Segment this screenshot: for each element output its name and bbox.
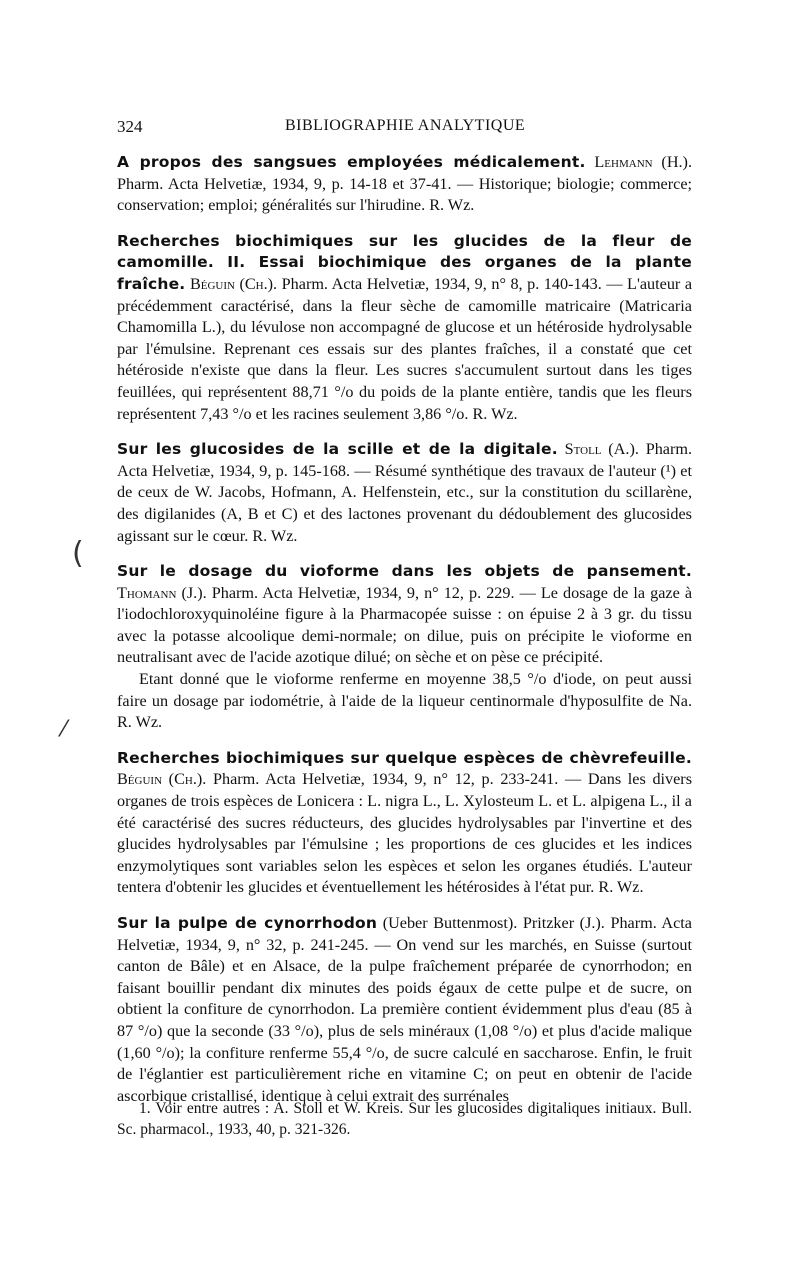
entry-author: Béguin (Ch.). [117, 770, 207, 789]
entry-author: Thomann (J.). [117, 583, 207, 602]
entry-body: Pharm. Acta Helvetiæ, 1934, 9, n° 8, p. 140-143. — L'auteur a précédemment caractérisé, dans la fleur sèche de camomille matricaire (Matricaria Chamomilla L.), du lévulose non accompagné de glucose et un hétéroside hydrolysable par l'émulsine. Reprenant ces essais sur des plantes fraîches, il a constaté que cet hétéroside n'existe que dans la fleur. Les sucres s'accumulent surtout dans les tiges feuillées, qui représentent 88,71 °/o du poids de la plante entière, tandis que les fleurs représentent 7,43 °/o et les racines seulement 3,86 °/o. [117, 274, 693, 423]
entry-author: Lehmann (H.). [594, 153, 692, 171]
entry-signature: R. Wz. [429, 196, 475, 215]
entry-vioforme [117, 561, 692, 734]
entry-author: Stoll (A.). [564, 440, 639, 459]
entry-title: A propos des sangsues employées médicalement. [117, 153, 586, 171]
footnote-1: 1. Voir entre autres : A. Stoll et W. Kreis. Sur les glucosides digitaliques initiaux. Bull. Sc. pharmacol., 1933, 40, p. 321-326. [117, 1100, 692, 1138]
entry-scille [117, 439, 692, 547]
footnotes [117, 1098, 692, 1140]
running-title: BIBLIOGRAPHIE ANALYTIQUE [285, 117, 526, 134]
entry-title: Recherches biochimiques sur quelque espèces de chèvrefeuille. [117, 748, 692, 767]
entry-signature: R. Wz. [598, 878, 644, 897]
margin-check-mark: ⁄ [62, 717, 66, 742]
entry-body-continued: Etant donné que le vioforme renferme en moyenne 38,5 °/o d'iode, on peut aussi faire un dosage par iodométrie, à l'aide de la liqueur centinormale d'hyposulfite de Na. [117, 670, 692, 710]
main-text [117, 152, 692, 1121]
entry-body: Pharm. Acta Helvetiæ, 1934, 9, p. 145-168. — Résumé synthétique des travaux de l'auteur (¹) et de ceux de W. Jacobs, Hofmann, A. Helfenstein, etc., sur la constitution du scillarène, des digilanides (A, B et C) et des lactones provenant du dédoublement des glucosides agissant sur le cœur. [117, 440, 692, 545]
entry-signature: R. Wz. [472, 404, 518, 423]
margin-bracket-mark: ( [72, 536, 84, 571]
entry-body: Pharm. Acta Helvetiæ, 1934, 9, n° 32, p. 241-245. — On vend sur les marchés, en Suisse (surtout canton de Bâle) et en Alsace, de la pulpe fraîchement préparée de cynorrhodon; en faisant bouillir pendant dix minutes des poids égaux de cette pulpe et de sucre, on obtient la confiture de cynorrhodon. La première contient évidemment plus d'eau (85 à 87 °/o) que la seconde (33 °/o), plus de sels minéraux (1,08 °/o) et plus d'acide malique (1,60 °/o); la confiture renferme 55,4 °/o, de sucre calculé en saccharose. Enfin, le fruit de l'églantier est particulièrement riche en vitamine C; on peut en obtenir de l'acide ascorbique cristallisé, identique à celui extrait des surrénales [117, 914, 692, 1105]
entry-title: Sur les glucosides de la scille et de la digitale. [117, 440, 558, 459]
entry-body: Pharm. Acta Helvetiæ, 1934, 9, n° 12, p. 233-241. — Dans les divers organes de trois espèces de Lonicera : L. nigra L., L. Xylosteum L. et L. alpigena L., il a été caractérisé des sucres réducteurs, des glucides hydrolysables par l'invertine et des glucides hydrolysables par l'émulsine ; les proportions de ces glucides et les indices enzymolytiques sont variables selon les espèces et selon les organes étudiés. L'auteur tentera d'obtenir les glucides et éventuellement les hétérosides à l'état pur. [117, 770, 692, 897]
entry-cynorrhodon [117, 913, 692, 1107]
entry-title: Recherches biochimiques sur les glucides de la fleur de camomille. II. Essai biochimique des organes de la plante fraîche. [117, 231, 692, 293]
entry-camomille [117, 231, 692, 425]
entry-author: Béguin (Ch.). [189, 274, 278, 293]
entry-title: Sur la pulpe de cynorrhodon [117, 914, 378, 932]
entry-title: Sur le dosage du vioforme dans les objets de pansement. [117, 562, 692, 581]
entry-author: (Ueber Buttenmost). Pritzker (J.). [382, 914, 605, 932]
entry-signature: R. Wz. [117, 713, 163, 732]
entry-signature: R. Wz. [252, 526, 298, 545]
entry-chevrefeuille [117, 748, 692, 899]
entry-body: Pharm. Acta Helvetiæ, 1934, 9, n° 12, p. 229. — Le dosage de la gaze à l'iodochloroxyquinoléine figure à la Pharmacopée suisse : on épuise 2 à 3 gr. du tissu avec la potasse alcoolique demi-normale; on dilue, puis on précipite le vioforme en neutralisant avec de l'acide azotique dilué; on sèche et on pèse ce précipité. [117, 583, 693, 667]
entry-sangsues [117, 152, 692, 217]
page-number: 324 [117, 117, 143, 136]
entry-body: Pharm. Acta Helvetiæ, 1934, 9, p. 14-18 et 37-41. — Historique; biologie; commerce; conservation; emploi; généralités sur l'hirudine. [117, 174, 692, 215]
